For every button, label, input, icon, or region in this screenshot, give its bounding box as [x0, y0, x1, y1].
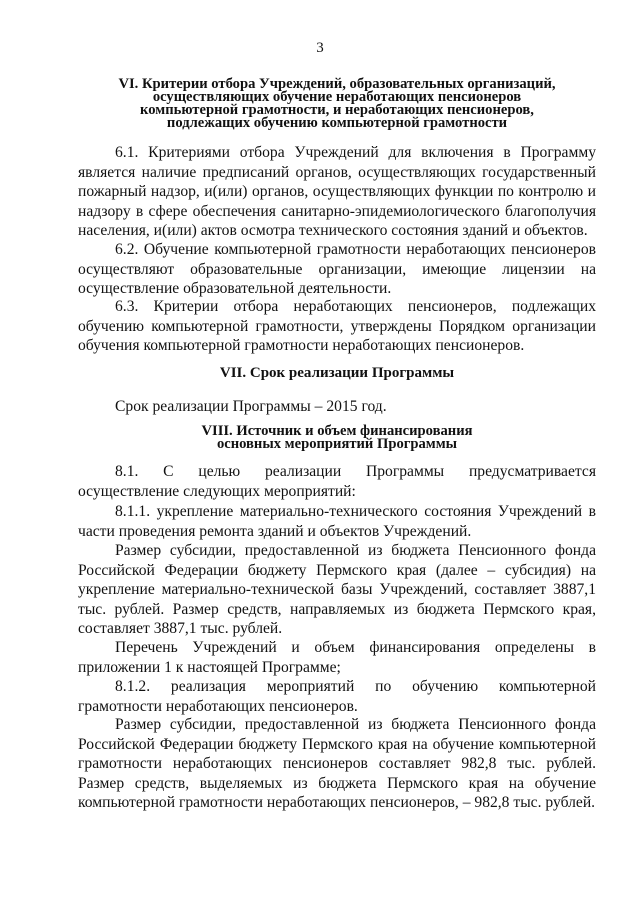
section-8-heading-line: основных мероприятий Программы [216, 436, 458, 452]
paragraph-list: Перечень Учреждений и объем финансирования определены в приложении 1 к настоящей Программе; [78, 639, 596, 676]
section-7-heading: VII. Срок реализации Программы [219, 365, 455, 381]
section-6-heading-line: VI. Критерии отбора Учреждений, образовательных организаций, [118, 76, 556, 92]
paragraph-subsidy-1: Размер субсидии, предоставленной из бюджета Пенсионного фонда Российской Федерации бюджету Пермского края (далее – субсидия) на укрепление материально-технической базы Учреждений, составляет 3887,1 тыс. рублей. Размер средств, направляемых из бюджета Пермского края, составляет 3887,1 тыс. рублей. [78, 542, 596, 638]
section-6-heading-line: подлежащих обучению компьютерной грамотности [166, 115, 508, 131]
paragraph-8-1: 8.1. С целью реализации Программы предусматривается осуществление следующих мероприятий: [78, 463, 596, 500]
paragraph-8-1-2: 8.1.2. реализация мероприятий по обучению компьютерной грамотности неработающих пенсионеров. [78, 678, 596, 715]
paragraph-6-2: 6.2. Обучение компьютерной грамотности неработающих пенсионеров осуществляют образовательные организации, имеющие лицензии на осуществление образовательной деятельности. [78, 241, 596, 298]
section-8-heading [78, 425, 596, 451]
paragraph-6-3: 6.3. Критерии отбора неработающих пенсионеров, подлежащих обучению компьютерной грамотности, утверждены Порядком организации обучения компьютерной грамотности неработающих пенсионеров. [78, 298, 596, 355]
section-6-heading-line: компьютерной грамотности, и неработающих пенсионеров, [140, 102, 534, 118]
page-number: 3 [316, 40, 324, 56]
section-6-heading-line: осуществляющих обучение неработающих пенсионеров [152, 89, 522, 105]
paragraph-6-1: 6.1. Критериями отбора Учреждений для включения в Программу является наличие предписаний органов, осуществляющих государственный пожарный надзор, и(или) органов, осуществляющих функции по контролю и надзору в сфере обеспечения санитарно-эпидемиологического благополучия населения, и(или) актов осмотра технического состояния зданий и объектов. [78, 144, 596, 240]
section-6-heading [78, 78, 596, 130]
section-8-heading-line: VIII. Источник и объем финансирования [201, 423, 473, 439]
paragraph-subsidy-2: Размер субсидии, предоставленной из бюджета Пенсионного фонда Российской Федерации бюджету Пермского края на обучение компьютерной грамотности неработающих пенсионеров составляет 982,8 тыс. рублей. Размер средств, выделяемых из бюджета Пермского края на обучение компьютерной грамотности неработающих пенсионеров, – 982,8 тыс. рублей. [78, 716, 596, 812]
paragraph-7-1: Срок реализации Программы – 2015 год. [115, 398, 387, 415]
paragraph-8-1-1: 8.1.1. укрепление материально-технического состояния Учреждений в части проведения ремонта зданий и объектов Учреждений. [78, 503, 596, 540]
